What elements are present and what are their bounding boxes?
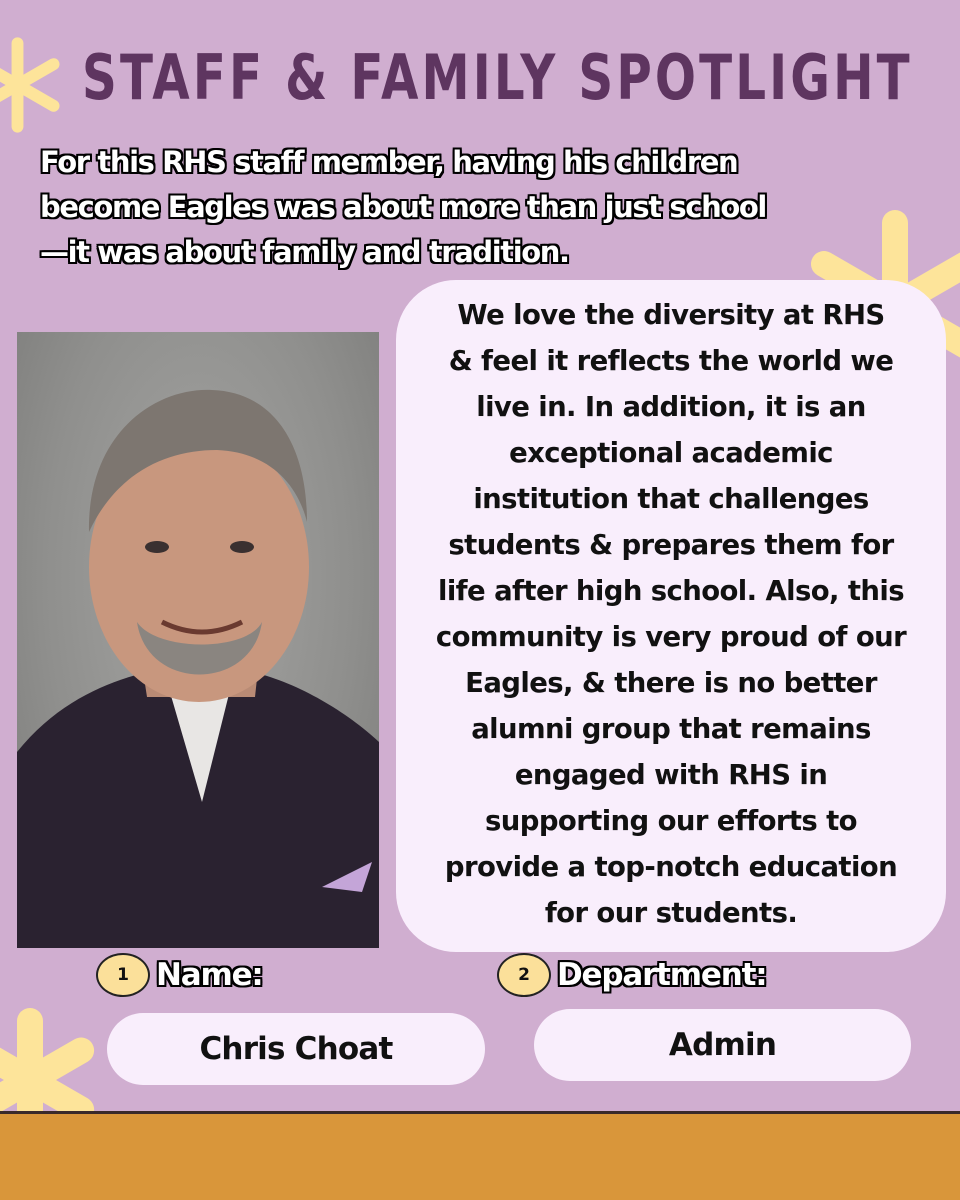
quote-line: institution that challenges	[473, 483, 869, 515]
quote-line: provide a top-notch education	[444, 851, 898, 883]
quote-line: live in. In addition, it is an	[476, 391, 866, 423]
intro-line: —it was about family and tradition.	[40, 235, 569, 269]
name-label	[96, 953, 263, 997]
quote-line: students & prepares them for	[448, 529, 894, 561]
intro-text	[40, 140, 920, 275]
quote-line: Eagles, & there is no better	[465, 667, 877, 699]
quote-line: alumni group that remains	[471, 713, 871, 745]
quote-line: for our students.	[544, 897, 798, 929]
quote-line: & feel it reflects the world we	[448, 345, 894, 377]
department-label-text: Department:	[557, 957, 767, 993]
department-value: Admin	[534, 1009, 911, 1081]
intro-line: For this RHS staff member, having his children	[40, 145, 738, 179]
quote-line: life after high school. Also, this	[438, 575, 904, 607]
quote-line: supporting our efforts to	[485, 805, 857, 837]
name-value: Chris Choat	[107, 1013, 485, 1085]
staff-photo	[17, 332, 379, 948]
page-title: STAFF & FAMILY SPOTLIGHT	[82, 41, 913, 114]
number-badge: 2	[497, 953, 551, 997]
quote-text	[402, 292, 940, 936]
quote-line: engaged with RHS in	[514, 759, 828, 791]
footer-band	[0, 1114, 960, 1200]
department-label	[497, 953, 766, 997]
name-label-text: Name:	[156, 957, 263, 993]
portrait-illustration	[17, 332, 379, 948]
number-badge: 1	[96, 953, 150, 997]
quote-line: We love the diversity at RHS	[457, 299, 885, 331]
quote-line: community is very proud of our	[435, 621, 907, 653]
intro-line: become Eagles was about more than just school	[40, 190, 766, 224]
quote-line: exceptional academic	[509, 437, 833, 469]
flower-icon	[0, 35, 75, 135]
